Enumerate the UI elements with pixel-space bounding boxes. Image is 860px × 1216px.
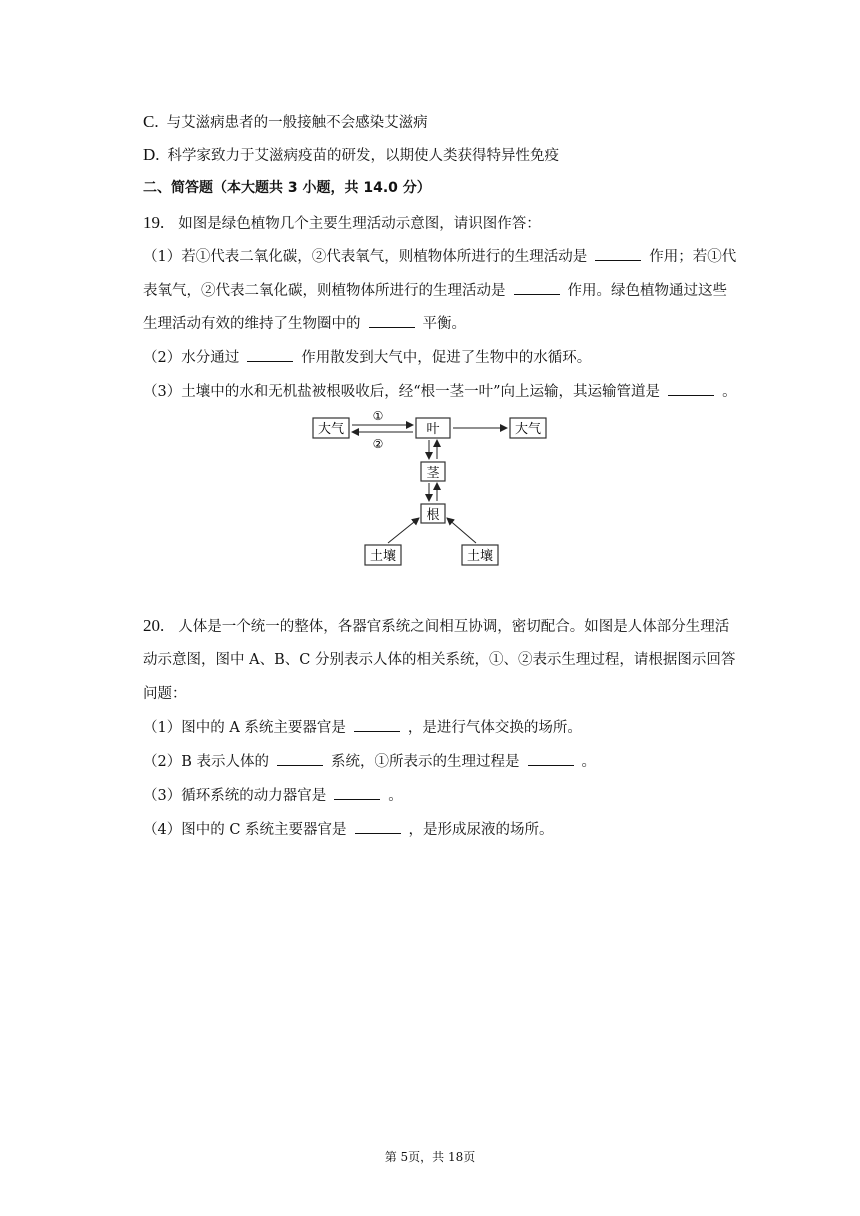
option-c-text: 与艾滋病患者的一般接触不会感染艾滋病 xyxy=(166,115,428,131)
q20-stem-line2: 动示意图，图中 A、B、C 分别表示人体的相关系统，①、②表示生理过程，请根据图示回答 xyxy=(143,652,736,668)
answer-blank[interactable] xyxy=(247,348,293,362)
q20-stem1: 人体是一个统一的整体，各器官系统之间相互协调，密切配合。如图是人体部分生理活 xyxy=(178,619,730,635)
box-root: 根 xyxy=(426,508,440,523)
q19-part1-line3 xyxy=(143,314,466,334)
option-d-letter: D. xyxy=(143,145,160,164)
q19-p2a: （2）水分通过 xyxy=(143,350,240,366)
section-title: 二、简答题（本大题共 3 小题，共 14.0 分） xyxy=(143,180,431,196)
q20-p2a: （2）B 表示人体的 xyxy=(143,754,269,770)
answer-blank[interactable] xyxy=(369,314,415,328)
box-stem: 茎 xyxy=(426,466,440,481)
q19-p3a: （3）土壤中的水和无机盐被根吸收后，经“根一茎一叶”向上运输，其运输管道是 xyxy=(143,384,661,400)
answer-blank[interactable] xyxy=(668,382,714,396)
q19-stem: 如图是绿色植物几个主要生理活动示意图，请识图作答： xyxy=(178,216,541,232)
mark-2: ② xyxy=(372,437,384,451)
q20-p1b: ，是进行气体交换的场所。 xyxy=(407,720,582,736)
box-leaf: 叶 xyxy=(426,422,440,437)
q20-part2 xyxy=(143,752,596,772)
q19-p1d: 作用。绿色植物通过这些 xyxy=(567,283,727,299)
q20-p4b: ，是形成尿液的场所。 xyxy=(408,822,554,838)
q19-p3b: 。 xyxy=(722,384,737,400)
answer-blank[interactable] xyxy=(355,820,401,834)
answer-blank[interactable] xyxy=(354,718,400,732)
answer-blank[interactable] xyxy=(595,247,641,261)
page-footer: 第 5页，共 18页 xyxy=(384,1150,476,1164)
box-air-right: 大气 xyxy=(514,422,542,437)
answer-blank[interactable] xyxy=(334,786,380,800)
box-soil-left: 土壤 xyxy=(369,549,397,564)
q20-p1a: （1）图中的 A 系统主要器官是 xyxy=(143,720,346,736)
answer-blank[interactable] xyxy=(514,281,560,295)
q20-p2c: 。 xyxy=(581,754,596,770)
box-soil-right: 土壤 xyxy=(466,549,494,564)
q19-part3 xyxy=(143,382,737,402)
q20-part1 xyxy=(143,718,582,738)
q19-p1b: 作用；若①代 xyxy=(649,249,737,265)
option-d xyxy=(143,145,559,166)
option-c xyxy=(143,112,428,133)
q20-p3a: （3）循环系统的动力器官是 xyxy=(143,788,327,804)
answer-blank[interactable] xyxy=(277,752,323,766)
q20-part4 xyxy=(143,820,554,840)
q19-p2b: 作用散发到大气中，促进了生物中的水循环。 xyxy=(301,350,592,366)
q19-number: 19. xyxy=(143,213,165,232)
q20-stem-line1 xyxy=(143,616,729,637)
q20-p2b: 系统，①所表示的生理过程是 xyxy=(331,754,520,770)
q20-stem-line3: 问题： xyxy=(143,686,187,702)
option-d-text: 科学家致力于艾滋病疫苗的研发，以期使人类获得特异性免疫 xyxy=(167,148,560,164)
arrow-soil-right-root xyxy=(447,518,476,543)
q20-part3 xyxy=(143,786,403,806)
q20-p4a: （4）图中的 C 系统主要器官是 xyxy=(143,822,347,838)
q20-p3b: 。 xyxy=(388,788,403,804)
q19-p1e: 生理活动有效的维持了生物圈中的 xyxy=(143,316,361,332)
answer-blank[interactable] xyxy=(528,752,574,766)
box-air-left: 大气 xyxy=(317,422,345,437)
q19-p1c: 表氧气，②代表二氧化碳，则植物体所进行的生理活动是 xyxy=(143,283,506,299)
q19-stem-line xyxy=(143,213,541,234)
option-c-letter: C. xyxy=(143,112,159,131)
mark-1: ① xyxy=(372,409,384,423)
plant-process-diagram xyxy=(300,408,560,573)
q19-part1-line2 xyxy=(143,281,727,301)
q19-part2 xyxy=(143,348,591,368)
q19-p1a: （1）若①代表二氧化碳，②代表氧气，则植物体所进行的生理活动是 xyxy=(143,249,588,265)
q19-part1-line1 xyxy=(143,247,736,267)
q19-p1f: 平衡。 xyxy=(422,316,466,332)
q20-number: 20. xyxy=(143,616,165,635)
arrow-soil-left-root xyxy=(388,518,419,543)
